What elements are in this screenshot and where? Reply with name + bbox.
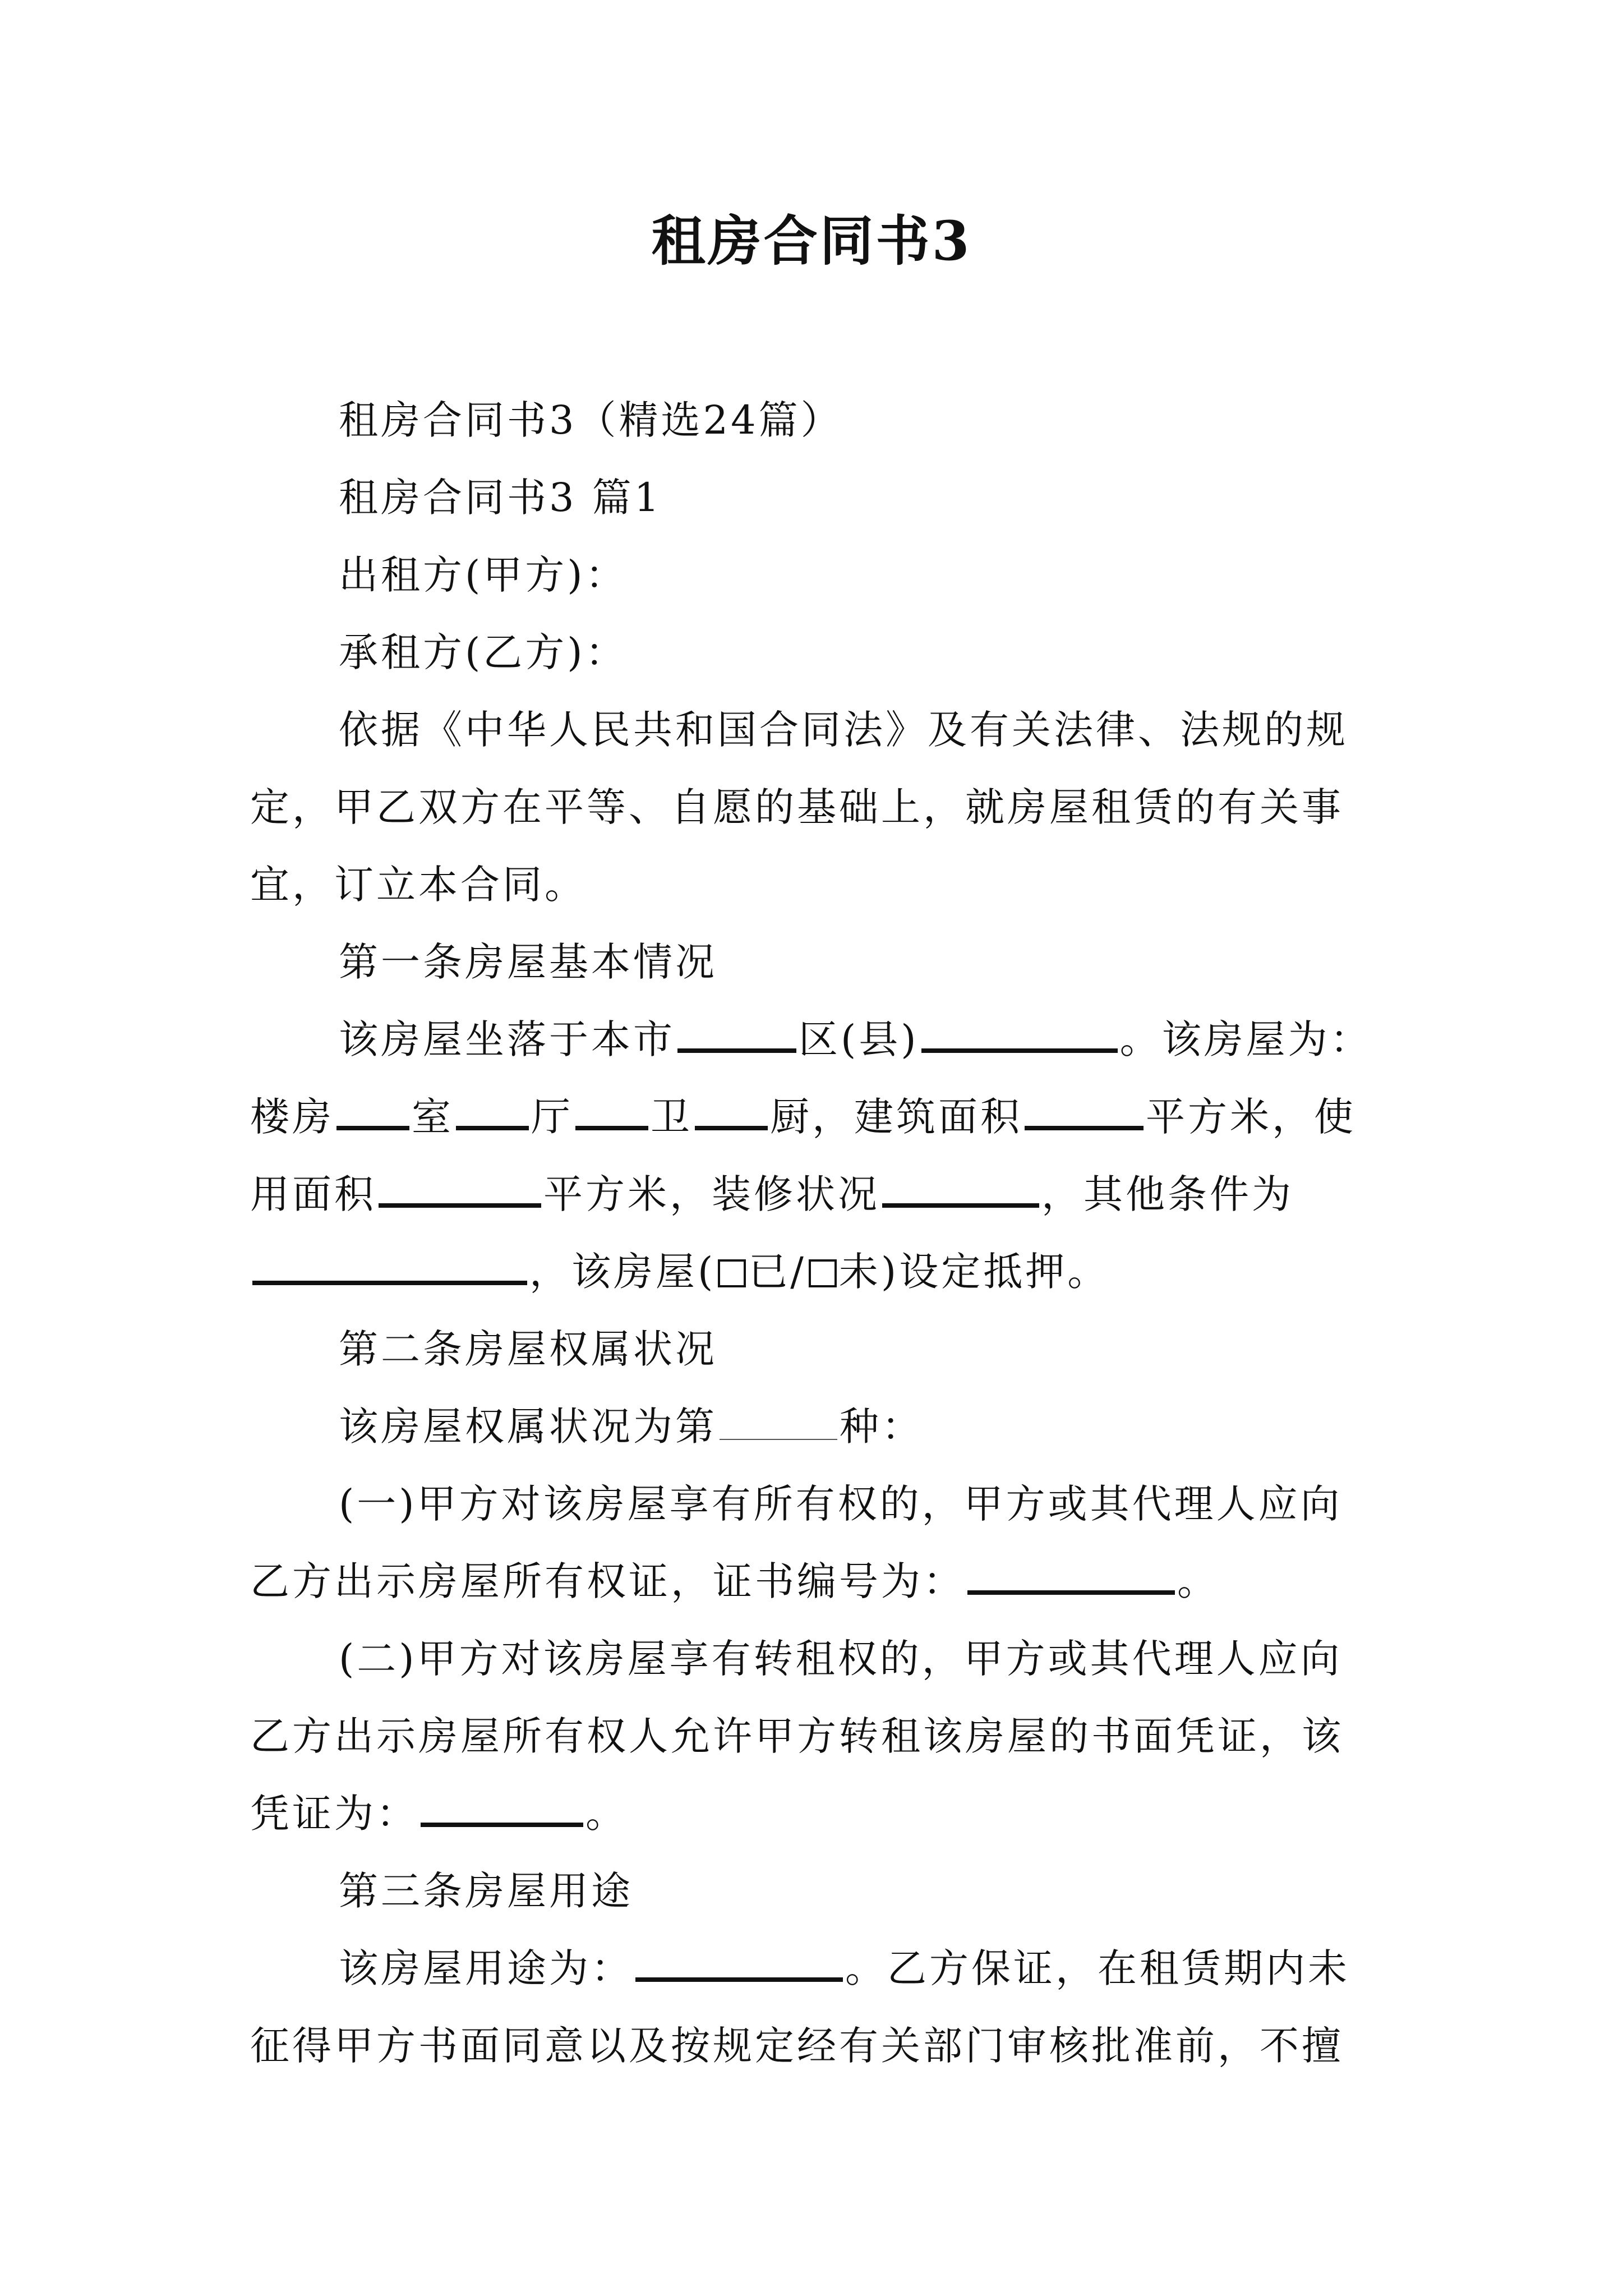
lessee-line: 承租方(乙方)： [339,629,628,675]
article3-text: 该房屋用途为： [339,1945,633,1991]
document-body [250,381,1381,2085]
kitchen-count-blank [695,1126,768,1130]
document-title: 租房合同书3 [651,209,972,273]
section-heading: 租房合同书3 篇1 [339,475,662,521]
usage-blank [635,1977,843,1982]
article2-text: 种： [840,1404,924,1450]
article1-text: 。该房屋为：楼房 [250,1016,1372,1140]
decoration-blank [882,1203,1039,1208]
article2-item1 [250,1465,1381,1620]
article1-text: 已/ [748,1249,806,1295]
article2-text: (二)甲方对该房屋享有转租权的，甲方或其代理人应向乙方出示房屋所有权人允许甲方转租该房屋的书面凭证，该凭证为： [250,1636,1344,1837]
bath-count-blank [575,1126,648,1130]
article1-heading: 第一条房屋基本情况 [339,939,717,985]
article1-paragraph [250,1001,1381,1310]
ownership-type-blank [720,1439,837,1440]
article1-text: ，其他条件为 [1041,1171,1294,1217]
preamble-paragraph: 依据《中华人民共和国合同法》及有关法律、法规的规定，甲乙双方在平等、自愿的基础上，就房屋租赁的有关事宜，订立本合同。 [250,707,1348,908]
article1-text: 区(县) [799,1016,919,1062]
voucher-blank [421,1823,583,1827]
article2-text: (一)甲方对该房屋享有所有权的，甲方或其代理人应向乙方出示房屋所有权证，证书编号为： [250,1481,1343,1604]
checkbox-icon [809,1259,837,1287]
article3-paragraph [250,1930,1381,2085]
article2-intro [250,1388,1381,1465]
building-area-blank [1025,1126,1144,1130]
checkbox-icon [718,1259,746,1287]
room-count-blank [336,1126,409,1130]
certificate-number-blank [967,1590,1175,1595]
article2-text: 。 [1177,1558,1219,1604]
article1-text: 室 [412,1094,454,1140]
hall-count-blank [456,1126,529,1130]
article1-text: 未)设定抵押。 [838,1249,1110,1295]
article1-text: 厅 [531,1094,573,1140]
district-blank [677,1048,796,1053]
other-conditions-blank [252,1281,527,1285]
article2-heading: 第二条房屋权属状况 [339,1326,717,1372]
usable-area-blank [379,1203,541,1208]
article1-text: 厨，建筑面积 [770,1094,1022,1140]
article3-text: 。乙方保证，在租赁期内未征得甲方书面同意以及按规定经有关部门审核批准前，不擅 [250,1945,1350,2069]
address-blank [921,1048,1118,1053]
article1-text: 平方米，装修状况 [543,1171,880,1217]
article1-text: 平方米，使用面积 [250,1094,1356,1217]
article3-heading: 第三条房屋用途 [339,1868,633,1914]
subtitle: 租房合同书3（精选24篇） [339,397,843,443]
article1-text: 卫 [651,1094,693,1140]
article2-item2 [250,1620,1381,1852]
article2-text: 。 [585,1791,628,1837]
article2-text: 该房屋权属状况为第 [339,1404,717,1450]
lessor-line: 出租方(甲方)： [339,552,628,598]
article1-text: ，该房屋( [529,1249,716,1295]
article1-text: 该房屋坐落于本市 [339,1016,675,1062]
